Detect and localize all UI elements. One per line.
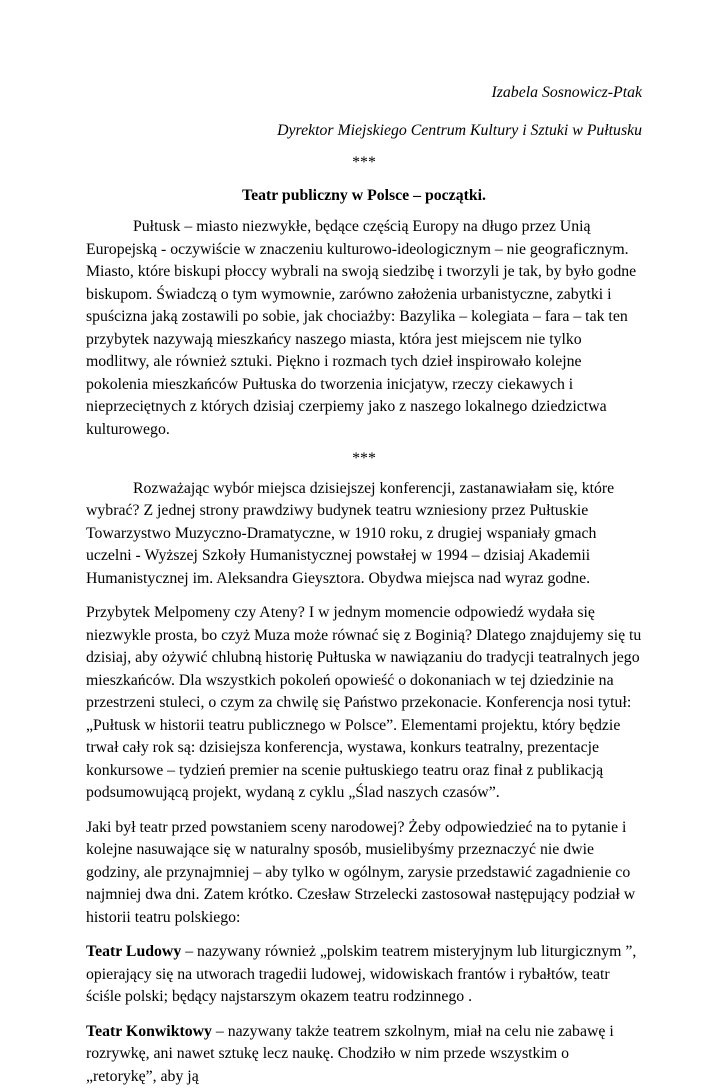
paragraph-folk-theatre <box>86 941 642 1009</box>
section-separator: *** <box>86 152 642 175</box>
author-position: Dyrektor Miejskiego Centrum Kultury i Sztuki w Pułtusku <box>86 120 642 143</box>
paragraph-boarding-theatre <box>86 1021 642 1088</box>
boarding-theatre-description: – nazywany także teatrem szkolnym, miał na celu nie zabawę i rozrywkę, ani nawet sztukę lecz naukę. Chodziło w nim przede wszystkim o „retorykę”, aby ją <box>86 1023 614 1085</box>
term-boarding-theatre: Teatr Konwiktowy <box>86 1023 212 1040</box>
folk-theatre-description: – nazywany również „polskim teatrem misteryjnym lub liturgicznym ”, opierający się na utworach tragedii ludowej, widowiskach frantów i rybałtów, teatr ściśle polski; będący najstarszym okazem teatru rodzinnego . <box>86 943 636 1005</box>
paragraph-intro: Pułtusk – miasto niezwykłe, będące częścią Europy na długo przez Unią Europejską - oczywiście w znaczeniu kulturowo-ideologicznym – nie geograficznym. Miasto, które biskupi płoccy wybrali na swoją siedzibę i tworzyli je tak, by było godne biskupom. Świadczą o tym wymownie, zarówno założenia urbanistyczne, zabytki i spuścizna jaką zostawili po sobie, jak chociażby: Bazylika – kolegiata – fara – tak ten przybytek nazywają mieszkańcy naszego miasta, która jest miejscem nie tylko modlitwy, ale również sztuki. Piękno i rozmach tych dzieł inspirowało kolejne pokolenia mieszkańców Pułtuska do tworzenia inicjatyw, rzeczy ciekawych i nieprzeciętnych z których dzisiaj czerpiemy jako z naszego lokalnego dziedzictwa kulturowego. <box>86 216 642 441</box>
section-separator-2: *** <box>86 448 642 471</box>
author-name: Izabela Sosnowicz-Ptak <box>86 82 642 105</box>
paragraph-venue: Rozważając wybór miejsca dzisiejszej konferencji, zastanawiałam się, które wybrać? Z jednej strony prawdziwy budynek teatru wzniesiony przez Pułtuskie Towarzystwo Muzyczno-Dramatyczne, w 1910 roku, z drugiej wspaniały gmach uczelni - Wyższej Szkoły Humanistycznej powstałej w 1994 – dzisiaj Akademii Humanistycznej im. Aleksandra Gieysztora. Obydwa miejsca nad wyraz godne. <box>86 478 642 591</box>
term-folk-theatre: Teatr Ludowy <box>86 943 181 960</box>
document-title: Teatr publiczny w Polsce – początki. <box>86 185 642 208</box>
paragraph-theatre-history: Jaki był teatr przed powstaniem sceny narodowej? Żeby odpowiedzieć na to pytanie i kolejne nasuwające się w naturalny sposób, musielibyśmy przeznaczyć nie dwie godziny, ale przynajmniej – aby tylko w ogólnym, zarysie przedstawić zagadnienie co najmniej dwa dni. Zatem krótko. Czesław Strzelecki zastosował następujący podział w historii teatru polskiego: <box>86 817 642 930</box>
document-content <box>86 82 642 1088</box>
paragraph-melpomene: Przybytek Melpomeny czy Ateny? I w jednym momencie odpowiedź wydała się niezwykle prosta, bo czyż Muza może równać się z Boginią? Dlatego znajdujemy się tu dzisiaj, aby ożywić chlubną historię Pułtuska w nawiązaniu do tradycji teatralnych jego mieszkańców. Dla wszystkich pokoleń opowieść o dokonaniach w tej dziedzinie na przestrzeni stuleci, o czym za chwilę się Państwo przekonacie. Konferencja nosi tytuł: „Pułtusk w historii teatru publicznego w Polsce”. Elementami projektu, który będzie trwał cały rok są: dzisiejsza konferencja, wystawa, konkurs teatralny, prezentacje konkursowe – tydzień premier na scenie pułtuskiego teatru oraz finał z publikacją podsumowującą projekt, wydaną z cyklu „Ślad naszych czasów”. <box>86 602 642 805</box>
